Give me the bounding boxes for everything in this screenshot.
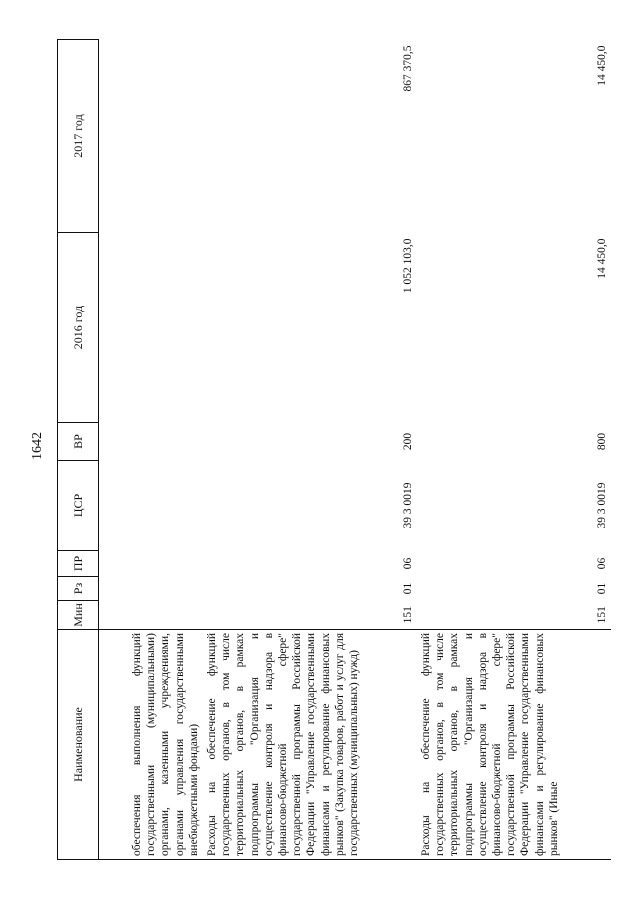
row-pr [99, 551, 204, 577]
table-row [417, 40, 611, 860]
header-csr: ЦСР [58, 461, 99, 551]
row-2017: 14 450,0 [595, 45, 608, 86]
table-row [99, 40, 204, 860]
row-2016: 1 052 103,0 [401, 238, 414, 294]
row-csr: 39 3 0019 [595, 482, 608, 529]
row-name: Расходы на обеспечение функций государственных органов, в том числе территориальных органов, в рамках подпрограммы "Организация и осуществление контроля и надзора в финансово-бюджетной сфере" государственной программы Российской Федерации "Управление государственными финансами и регулирование финансовых рынков" (Иные [417, 630, 611, 860]
row-min: 151 [401, 606, 414, 624]
row-csr: 39 3 0019 [401, 482, 414, 529]
row-min [99, 601, 204, 630]
table-header-row [58, 40, 99, 860]
budget-table [57, 39, 611, 860]
row-min: 151 [595, 606, 608, 624]
header-2017: 2017 год [58, 40, 99, 233]
header-vr: ВР [58, 423, 99, 461]
header-2016: 2016 год [58, 233, 99, 423]
row-pr: 06 [401, 557, 414, 570]
row-2016: 14 450,0 [595, 238, 608, 279]
row-2017 [99, 40, 204, 233]
table-row [203, 40, 417, 860]
budget-table-sheet [57, 40, 617, 860]
row-vr [99, 423, 204, 461]
header-name: Наименование [58, 630, 99, 860]
header-min: Мин [58, 601, 99, 630]
row-rz: 01 [595, 582, 608, 595]
row-name: Расходы на обеспечение функций государственных органов, в том числе территориальных органов, в рамках подпрограммы "Организация и осуществление контроля и надзора в финансово-бюджетной сфере" государственной программы Российской Федерации "Управление государственными финансами и регулирование финансовых рынков" (Закупка товаров, работ и услуг для государственных (муниципальных) нужд) [203, 630, 417, 860]
row-2016 [99, 233, 204, 423]
page-number: 1642 [30, 432, 45, 460]
row-vr: 800 [595, 432, 608, 451]
row-name: обеспечения выполнения функций государственными (муниципальными) органами, казенными учреждениями, органами управления государственными внебюджетными фондами) [99, 630, 204, 860]
row-rz: 01 [401, 582, 414, 595]
header-rz: Рз [58, 577, 99, 601]
row-2017: 867 370,5 [401, 45, 414, 92]
row-csr [99, 461, 204, 551]
header-pr: ПР [58, 551, 99, 577]
row-vr: 200 [401, 432, 414, 451]
row-rz [99, 577, 204, 601]
row-pr: 06 [595, 557, 608, 570]
